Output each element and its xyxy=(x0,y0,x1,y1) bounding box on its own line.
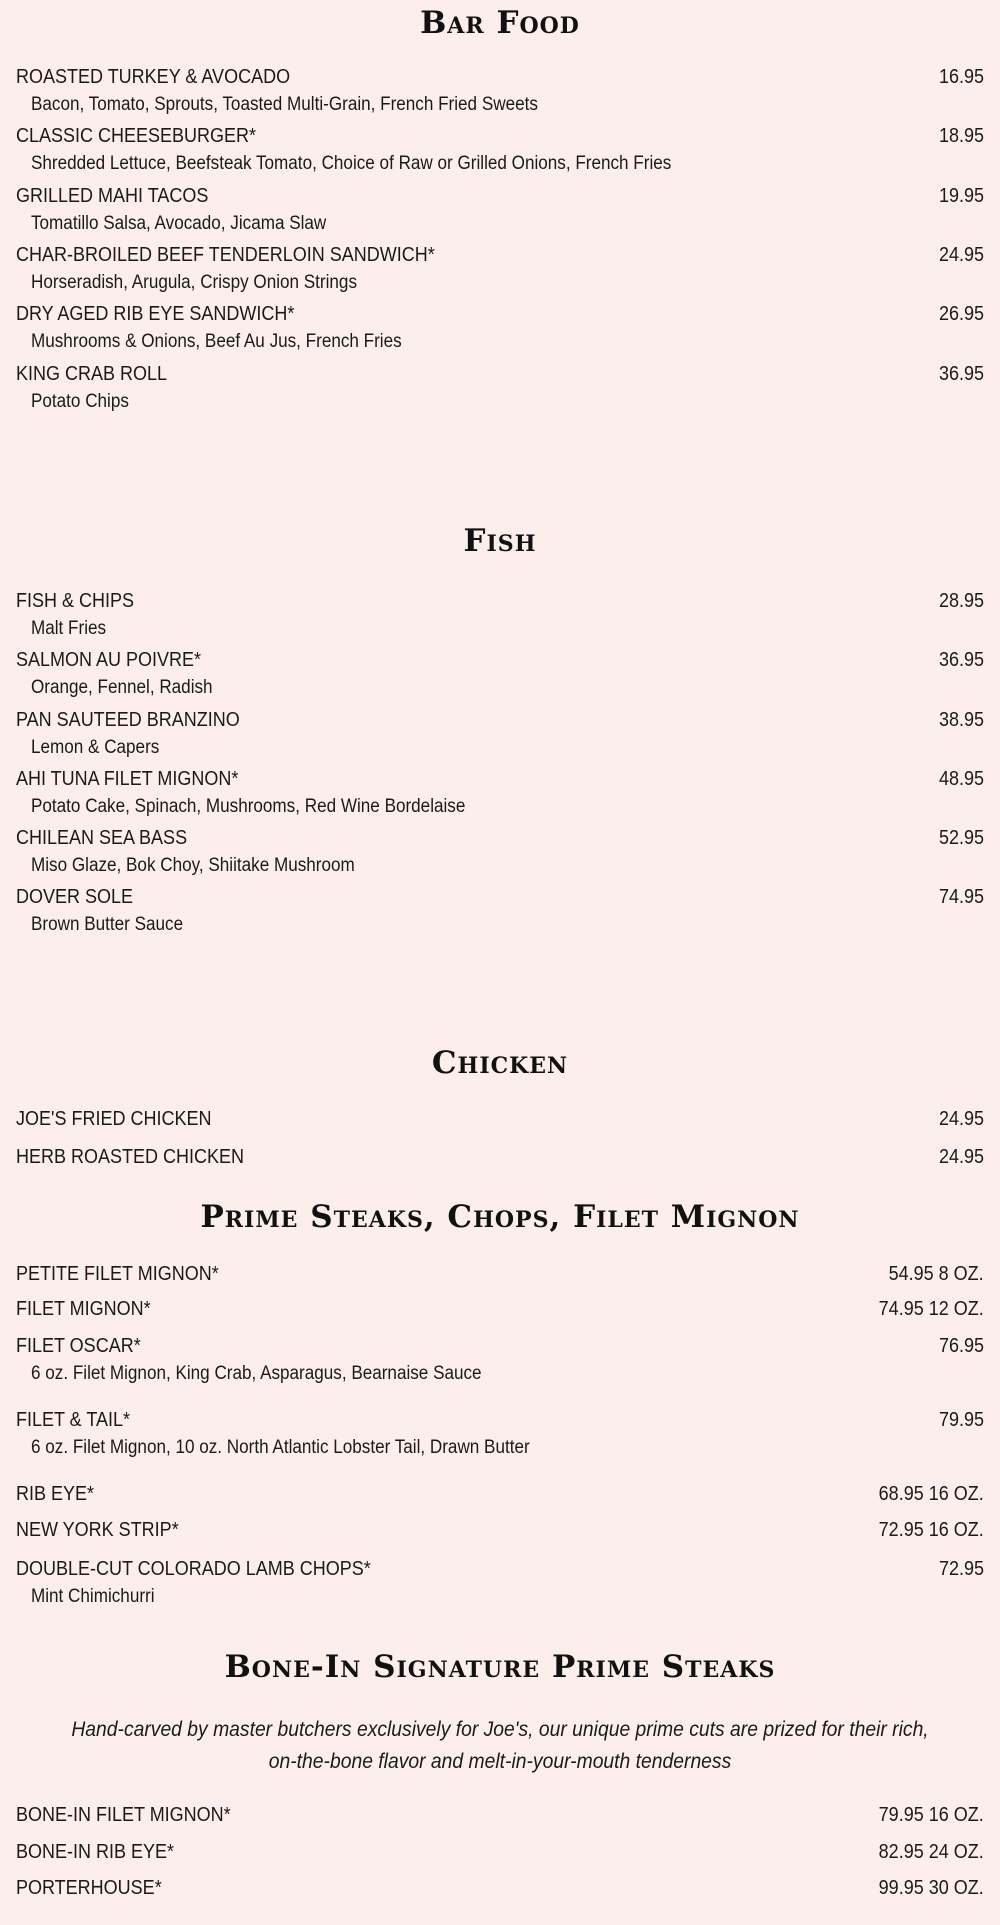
menu-item xyxy=(16,1479,984,1509)
item-price: 38.95 xyxy=(938,709,984,731)
item-price: 24.95 xyxy=(938,1146,984,1168)
item-price: 52.95 xyxy=(938,827,984,849)
item-name: BONE-IN FILET MIGNON* xyxy=(16,1804,231,1826)
item-price: 79.95 16 OZ. xyxy=(878,1804,984,1826)
item-description: Lemon & Capers xyxy=(31,737,160,758)
item-description: Horseradish, Arugula, Crispy Onion Strings xyxy=(31,272,357,293)
item-description: Shredded Lettuce, Beefsteak Tomato, Choice of Raw or Grilled Onions, French Fries xyxy=(31,153,672,174)
menu-item xyxy=(16,1104,984,1134)
menu-item xyxy=(16,823,984,853)
item-price: 24.95 xyxy=(938,1108,984,1130)
menu-item xyxy=(16,1405,984,1435)
item-price: 68.95 16 OZ. xyxy=(878,1483,984,1505)
item-description: 6 oz. Filet Mignon, 10 oz. North Atlantic Lobster Tail, Drawn Butter xyxy=(31,1437,530,1458)
item-description: Bacon, Tomato, Sprouts, Toasted Multi-Grain, French Fried Sweets xyxy=(31,94,538,115)
menu-item xyxy=(16,1294,984,1324)
menu-item xyxy=(16,1515,984,1545)
item-description: Potato Chips xyxy=(31,391,129,412)
item-price: 54.95 8 OZ. xyxy=(888,1263,984,1285)
item-name: CLASSIC CHEESEBURGER* xyxy=(16,125,257,147)
menu-item xyxy=(16,645,984,675)
item-name: PORTERHOUSE* xyxy=(16,1877,162,1899)
menu-item xyxy=(16,586,984,616)
item-name: CHILEAN SEA BASS xyxy=(16,827,188,849)
item-name: CHAR-BROILED BEEF TENDERLOIN SANDWICH* xyxy=(16,244,435,266)
item-name: KING CRAB ROLL xyxy=(16,363,168,385)
item-price: 48.95 xyxy=(938,768,984,790)
item-price: 24.95 xyxy=(938,244,984,266)
item-price: 74.95 12 OZ. xyxy=(878,1298,984,1320)
item-price: 36.95 xyxy=(938,363,984,385)
item-name: NEW YORK STRIP* xyxy=(16,1519,179,1541)
menu-item xyxy=(16,764,984,794)
item-price: 79.95 xyxy=(938,1409,984,1431)
menu-item xyxy=(16,121,984,151)
menu-item xyxy=(16,1873,984,1903)
section-intro xyxy=(40,1714,960,1778)
item-description: 6 oz. Filet Mignon, King Crab, Asparagus, Bearnaise Sauce xyxy=(31,1363,482,1384)
menu-item xyxy=(16,62,984,92)
item-name: FILET OSCAR* xyxy=(16,1335,141,1357)
item-name: JOE'S FRIED CHICKEN xyxy=(16,1108,212,1130)
menu-item xyxy=(16,1837,984,1867)
item-name: FISH & CHIPS xyxy=(16,590,135,612)
item-description: Malt Fries xyxy=(31,618,107,639)
item-price: 36.95 xyxy=(938,649,984,671)
item-name: FILET & TAIL* xyxy=(16,1409,131,1431)
intro-line: on-the-bone flavor and melt-in-your-mouth tenderness xyxy=(268,1750,732,1773)
menu-item xyxy=(16,1800,984,1830)
section-title-chicken: Chicken xyxy=(431,1045,569,1081)
item-price: 16.95 xyxy=(938,66,984,88)
section-title-bar-food: Bar Food xyxy=(420,5,580,41)
item-name: DRY AGED RIB EYE SANDWICH* xyxy=(16,303,295,325)
menu-item xyxy=(16,299,984,329)
item-description: Brown Butter Sauce xyxy=(31,914,184,935)
menu-item xyxy=(16,359,984,389)
item-price: 72.95 16 OZ. xyxy=(878,1519,984,1541)
menu-item xyxy=(16,1331,984,1361)
item-price: 76.95 xyxy=(938,1335,984,1357)
item-description: Potato Cake, Spinach, Mushrooms, Red Wine Bordelaise xyxy=(31,796,466,817)
menu-item xyxy=(16,705,984,735)
menu-item xyxy=(16,882,984,912)
item-name: GRILLED MAHI TACOS xyxy=(16,185,209,207)
item-price: 19.95 xyxy=(938,185,984,207)
menu-item xyxy=(16,1142,984,1172)
item-name: SALMON AU POIVRE* xyxy=(16,649,202,671)
item-price: 72.95 xyxy=(938,1558,984,1580)
item-price: 18.95 xyxy=(938,125,984,147)
section-title-prime-steaks-chops-filet-mignon: Prime Steaks, Chops, Filet Mignon xyxy=(200,1199,800,1235)
item-price: 74.95 xyxy=(938,886,984,908)
item-name: FILET MIGNON* xyxy=(16,1298,151,1320)
intro-line: Hand-carved by master butchers exclusively for Joe's, our unique prime cuts are prized for their rich, xyxy=(71,1718,929,1741)
item-name: PETITE FILET MIGNON* xyxy=(16,1263,219,1285)
item-price: 99.95 30 OZ. xyxy=(878,1877,984,1899)
item-name: DOVER SOLE xyxy=(16,886,134,908)
item-name: DOUBLE-CUT COLORADO LAMB CHOPS* xyxy=(16,1558,371,1580)
item-description: Mint Chimichurri xyxy=(31,1586,155,1607)
item-description: Mushrooms & Onions, Beef Au Jus, French Fries xyxy=(31,331,402,352)
item-price: 26.95 xyxy=(938,303,984,325)
item-name: HERB ROASTED CHICKEN xyxy=(16,1146,245,1168)
item-name: ROASTED TURKEY & AVOCADO xyxy=(16,66,291,88)
section-title-fish: Fish xyxy=(463,523,537,559)
section-title-bone-in-signature-prime-steaks: Bone-In Signature Prime Steaks xyxy=(224,1649,776,1685)
menu-item xyxy=(16,1259,984,1289)
item-description: Orange, Fennel, Radish xyxy=(31,677,213,698)
menu-item xyxy=(16,240,984,270)
menu-item xyxy=(16,1554,984,1584)
item-price: 28.95 xyxy=(938,590,984,612)
menu-item xyxy=(16,181,984,211)
item-description: Tomatillo Salsa, Avocado, Jicama Slaw xyxy=(31,213,327,234)
item-name: AHI TUNA FILET MIGNON* xyxy=(16,768,239,790)
item-name: BONE-IN RIB EYE* xyxy=(16,1841,175,1863)
item-price: 82.95 24 OZ. xyxy=(878,1841,984,1863)
item-description: Miso Glaze, Bok Choy, Shiitake Mushroom xyxy=(31,855,355,876)
item-name: RIB EYE* xyxy=(16,1483,95,1505)
item-name: PAN SAUTEED BRANZINO xyxy=(16,709,240,731)
